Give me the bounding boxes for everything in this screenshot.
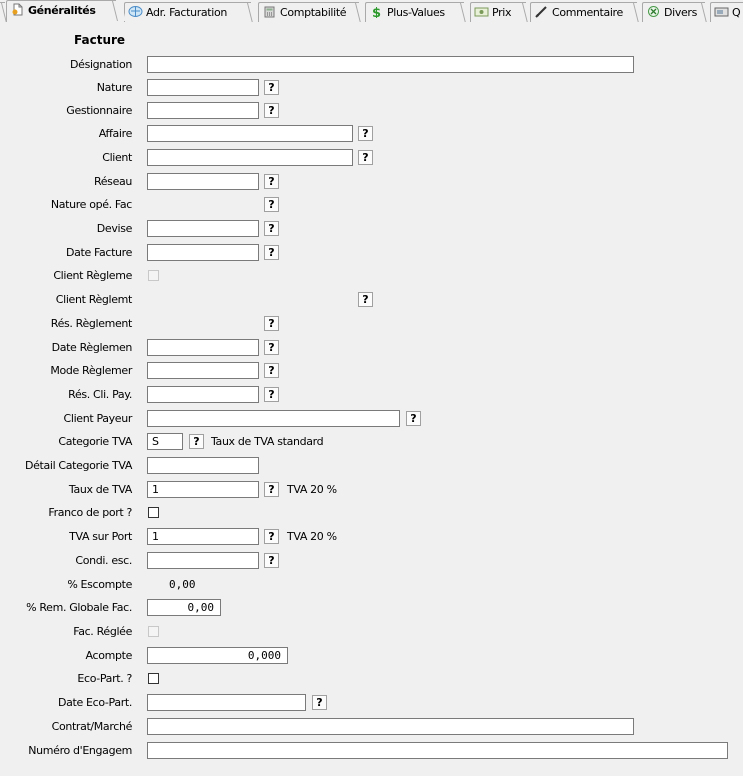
categorie-tva-description: Taux de TVA standard <box>211 435 324 448</box>
divers-icon <box>646 5 661 18</box>
categorie-tva-label: Categorie TVA <box>58 435 132 448</box>
date-eco-part-label: Date Eco-Part. <box>57 696 132 709</box>
res-cli-pay-label: Rés. Cli. Pay. <box>68 388 132 401</box>
tva-port-input[interactable]: 1 <box>147 528 259 545</box>
client-reglement-label: Client Règlemt <box>55 293 132 306</box>
mode-reglement-label: Mode Règlemer <box>50 364 132 377</box>
fac-reglee-label: Fac. Réglée <box>73 625 132 638</box>
devise-label: Devise <box>96 222 132 235</box>
taux-tva-description: TVA 20 % <box>287 483 337 496</box>
numero-engagement-input[interactable] <box>147 742 728 759</box>
client-help-button[interactable]: ? <box>358 150 373 165</box>
tab-comptabilite[interactable]: Comptabilité <box>258 2 359 22</box>
date-reglement-label: Date Règlemen <box>51 341 132 354</box>
acompte-input[interactable]: 0,000 <box>147 647 288 664</box>
date-reglement-help-button[interactable]: ? <box>264 340 279 355</box>
date-reglement-input[interactable] <box>147 339 259 356</box>
tab-strip <box>0 0 743 22</box>
numero-engagement-label: Numéro d'Engagem <box>28 744 132 757</box>
tab-divers[interactable]: Divers <box>642 2 705 22</box>
address-icon <box>128 5 143 18</box>
condi-esc-label: Condi. esc. <box>75 554 132 567</box>
gestionnaire-help-button[interactable]: ? <box>264 103 279 118</box>
client-reglement-checkbox[interactable] <box>148 270 159 281</box>
date-eco-part-help-button[interactable]: ? <box>312 695 327 710</box>
contrat-marche-input[interactable] <box>147 718 634 735</box>
tva-port-description: TVA 20 % <box>287 530 337 543</box>
nature-label: Nature <box>96 81 132 94</box>
res-cli-pay-input[interactable] <box>147 386 259 403</box>
reseau-label: Réseau <box>93 175 132 188</box>
devise-input[interactable] <box>147 220 259 237</box>
file-icon <box>10 3 25 16</box>
tab-generalites[interactable]: Généralités <box>6 0 116 22</box>
pct-escompte-label: % Escompte <box>67 578 132 591</box>
accounting-icon <box>262 5 277 18</box>
eco-part-label: Eco-Part. ? <box>77 672 132 685</box>
designation-input[interactable] <box>147 56 634 73</box>
eco-part-checkbox[interactable] <box>148 673 159 684</box>
tab-commentaire[interactable]: Commentaire <box>530 2 637 22</box>
devise-help-button[interactable]: ? <box>264 221 279 236</box>
date-eco-part-input[interactable] <box>147 694 306 711</box>
nature-help-button[interactable]: ? <box>264 80 279 95</box>
dollar-icon <box>369 5 384 18</box>
pen-icon <box>534 5 549 18</box>
client-payeur-input[interactable] <box>147 410 400 427</box>
book-icon <box>714 5 729 18</box>
form-header: Facture <box>74 33 126 47</box>
taux-tva-label: Taux de TVA <box>68 483 132 496</box>
client-payeur-help-button[interactable]: ? <box>406 411 421 426</box>
tab-q[interactable]: Q <box>710 2 743 22</box>
date-facture-input[interactable] <box>147 244 259 261</box>
detail-categorie-tva-label: Détail Categorie TVA <box>24 459 132 472</box>
contrat-marche-label: Contrat/Marché <box>51 720 132 733</box>
franco-port-checkbox[interactable] <box>148 507 159 518</box>
mode-reglement-input[interactable] <box>147 362 259 379</box>
res-reglement-help-button[interactable]: ? <box>264 316 279 331</box>
tab-adr-facturation[interactable]: Adr. Facturation <box>124 2 251 22</box>
client-reglement-help-button[interactable]: ? <box>358 292 373 307</box>
tab-plus-values[interactable]: $ Plus-Values <box>365 2 464 22</box>
nature-input[interactable] <box>147 79 259 96</box>
reseau-help-button[interactable]: ? <box>264 174 279 189</box>
acompte-label: Acompte <box>85 649 132 662</box>
pct-rem-globale-input[interactable]: 0,00 <box>147 599 221 616</box>
affaire-input[interactable] <box>147 125 353 142</box>
taux-tva-input[interactable]: 1 <box>147 481 259 498</box>
condi-esc-input[interactable] <box>147 552 259 569</box>
franco-port-label: Franco de port ? <box>48 506 132 519</box>
date-facture-help-button[interactable]: ? <box>264 245 279 260</box>
gestionnaire-input[interactable] <box>147 102 259 119</box>
reseau-input[interactable] <box>147 173 259 190</box>
res-reglement-label: Rés. Règlement <box>50 317 132 330</box>
detail-categorie-tva-input[interactable] <box>147 457 259 474</box>
tab-prix[interactable]: Prix <box>470 2 526 22</box>
client-input[interactable] <box>147 149 353 166</box>
nature-ope-fac-help-button[interactable]: ? <box>264 197 279 212</box>
condi-esc-help-button[interactable]: ? <box>264 553 279 568</box>
designation-label: Désignation <box>70 58 132 71</box>
svg-text:$: $ <box>372 6 381 18</box>
gestionnaire-label: Gestionnaire <box>66 104 132 117</box>
client-reglement-cb-label: Client Règleme <box>53 269 132 282</box>
tva-port-help-button[interactable]: ? <box>264 529 279 544</box>
nature-ope-fac-label: Nature opé. Fac <box>50 198 132 211</box>
pct-escompte-value: 0,00 <box>169 578 196 591</box>
client-label: Client <box>102 151 132 164</box>
mode-reglement-help-button[interactable]: ? <box>264 363 279 378</box>
pct-rem-globale-label: % Rem. Globale Fac. <box>26 601 132 614</box>
date-facture-label: Date Facture <box>65 246 132 259</box>
categorie-tva-help-button[interactable]: ? <box>189 434 204 449</box>
taux-tva-help-button[interactable]: ? <box>264 482 279 497</box>
fac-reglee-checkbox[interactable] <box>148 626 159 637</box>
tva-port-label: TVA sur Port <box>69 530 132 543</box>
affaire-help-button[interactable]: ? <box>358 126 373 141</box>
categorie-tva-input[interactable]: S <box>147 433 183 450</box>
price-icon <box>474 5 489 18</box>
res-cli-pay-help-button[interactable]: ? <box>264 387 279 402</box>
tab-edge <box>0 2 5 22</box>
client-payeur-label: Client Payeur <box>63 412 132 425</box>
affaire-label: Affaire <box>98 127 132 140</box>
